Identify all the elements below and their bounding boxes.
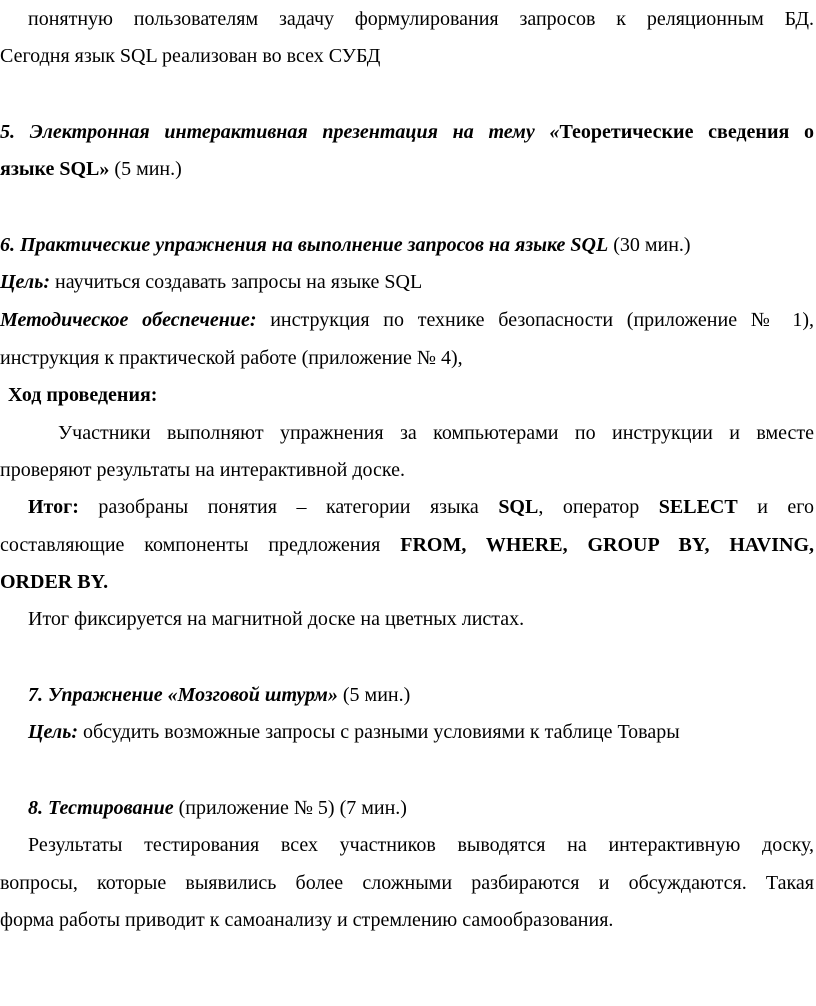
section-6-progress-text-1: Участники выполняют упражнения за компьютерами по инструкции и вместе	[58, 422, 814, 444]
section-6-heading	[0, 232, 816, 258]
section-7-goal	[28, 719, 816, 745]
section-6-title: 6. Практические упражнения на выполнение запросов на языке SQL	[0, 234, 609, 256]
section-5-duration: (5 мин.)	[109, 158, 182, 180]
section-6-method-line-2	[0, 345, 816, 371]
intro-text-1: понятную пользователям задачу формулирования запросов к реляционным БД.	[28, 8, 814, 30]
section-6-method-text-2: инструкция к практической работе (приложение № 4),	[0, 347, 463, 369]
section-8-title: 8. Тестирование	[28, 797, 174, 819]
section-8-text-1: Результаты тестирования всех участников выводятся на интерактивную доску,	[28, 834, 814, 856]
section-8-line-3	[0, 907, 816, 933]
section-8-line-2	[0, 870, 814, 896]
section-6-progress-text-2: проверяют результаты на интерактивной доске.	[0, 459, 405, 481]
section-6-fixed-line	[28, 606, 816, 632]
section-6-method-text: инструкция по технике безопасности (приложение № 1),	[256, 309, 814, 331]
section-6-result-text-a: разобраны понятия – категории языка	[78, 496, 499, 518]
section-8-line-1	[28, 832, 814, 858]
section-7-title: 7. Упражнение «Мозговой штурм»	[28, 684, 338, 706]
section-6-result-order-by: ORDER BY.	[0, 571, 109, 593]
section-6-goal-text: научиться создавать запросы на языке SQL	[50, 271, 423, 293]
section-6-result-clauses: FROM, WHERE, GROUP BY, HAVING,	[400, 534, 815, 556]
section-6-progress-line-2	[0, 457, 816, 483]
section-6-progress-heading	[8, 382, 816, 408]
section-7-heading	[28, 682, 816, 708]
section-5-title: 5. Электронная интерактивная презентация на тему «	[0, 121, 560, 143]
section-6-result-text-l2a: составляющие компоненты предложения	[0, 534, 401, 556]
section-6-result-sql: SQL	[498, 496, 539, 518]
section-6-progress-label: Ход проведения:	[8, 384, 158, 406]
section-6-progress-line-1	[58, 420, 814, 446]
section-8-text-2: вопросы, которые выявились более сложными разбираются и обсуждаются. Такая	[0, 872, 814, 894]
section-6-result-text-b: , оператор	[538, 496, 659, 518]
section-6-result-line-1	[28, 494, 814, 520]
section-8-text-3: форма работы приводит к самоанализу и стремлению самообразования.	[0, 909, 614, 931]
section-5-topic-cont: языке SQL»	[0, 158, 110, 180]
section-7-duration: (5 мин.)	[337, 684, 411, 706]
section-6-method	[0, 307, 814, 333]
intro-text-2: Сегодня язык SQL реализован во всех СУБД	[0, 45, 381, 67]
section-6-result-line-2	[0, 532, 814, 558]
section-6-method-label: Методическое обеспечение:	[0, 309, 257, 331]
section-6-result-text-c: и его	[737, 496, 814, 518]
section-5-heading	[0, 119, 814, 145]
section-8-heading	[28, 795, 816, 821]
section-6-fixed-text: Итог фиксируется на магнитной доске на цветных листах.	[28, 608, 525, 630]
section-6-result-line-3	[0, 569, 816, 595]
section-7-goal-label: Цель:	[28, 721, 78, 743]
section-8-rest: (приложение № 5) (7 мин.)	[173, 797, 407, 819]
intro-line-1	[28, 6, 814, 32]
section-6-result-select: SELECT	[658, 496, 738, 518]
section-7-goal-text: обсудить возможные запросы с разными условиями к таблице Товары	[78, 721, 680, 743]
section-6-goal-label: Цель:	[0, 271, 50, 293]
section-6-duration: (30 мин.)	[608, 234, 691, 256]
section-5-heading-line-2	[0, 156, 816, 182]
section-6-result-label: Итог:	[28, 496, 79, 518]
section-6-goal	[0, 269, 816, 295]
intro-line-2	[0, 43, 816, 69]
section-5-topic: Теоретические сведения о	[559, 121, 814, 143]
